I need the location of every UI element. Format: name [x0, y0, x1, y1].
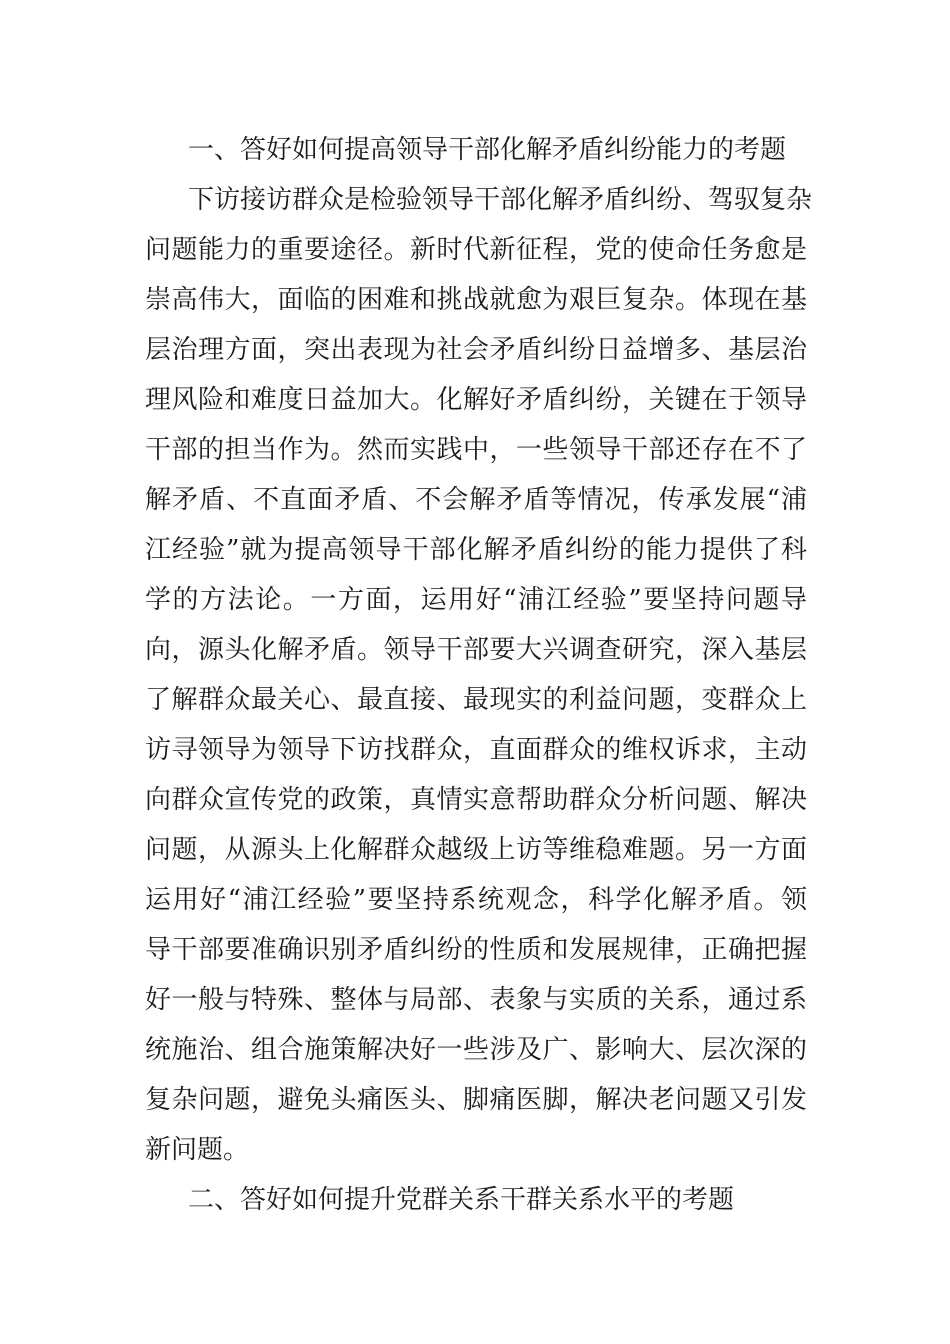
paragraph-line: 问题能力的重要途径。新时代新征程，党的使命任务愈是: [145, 235, 807, 265]
paragraph-line: 干部的担当作为。然而实践中，一些领导干部还存在不了: [145, 435, 807, 465]
paragraph-line: 统施治、组合施策解决好一些涉及广、影响大、层次深的: [145, 1035, 807, 1065]
paragraph-line: 导干部要准确识别矛盾纠纷的性质和发展规律，正确把握: [145, 935, 807, 965]
paragraph-line: 学的方法论。一方面，运用好“浦江经验”要坚持问题导: [145, 585, 807, 615]
paragraph-line: 下访接访群众是检验领导干部化解矛盾纠纷、驾驭复杂: [188, 185, 813, 215]
paragraph-line: 解矛盾、不直面矛盾、不会解矛盾等情况，传承发展“浦: [145, 485, 807, 515]
paragraph-line: 层治理方面，突出表现为社会矛盾纠纷日益增多、基层治: [145, 335, 807, 365]
paragraph-line: 访寻领导为领导下访找群众，直面群众的维权诉求，主动: [145, 735, 807, 765]
paragraph-line: 了解群众最关心、最直接、最现实的利益问题，变群众上: [145, 685, 807, 715]
paragraph-line: 崇高伟大，面临的困难和挑战就愈为艰巨复杂。体现在基: [145, 285, 807, 315]
section-heading-1: 一、答好如何提高领导干部化解矛盾纠纷能力的考题: [188, 135, 787, 165]
paragraph-line: 新问题。: [145, 1135, 250, 1165]
paragraph-line: 江经验”就为提高领导干部化解矛盾纠纷的能力提供了科: [145, 535, 807, 565]
paragraph-line: 向群众宣传党的政策，真情实意帮助群众分析问题、解决: [145, 785, 807, 815]
paragraph-line: 理风险和难度日益加大。化解好矛盾纠纷，关键在于领导: [145, 385, 807, 415]
paragraph-line: 运用好“浦江经验”要坚持系统观念，科学化解矛盾。领: [145, 885, 807, 915]
section-heading-2: 二、答好如何提升党群关系干群关系水平的考题: [188, 1185, 735, 1215]
paragraph-line: 向，源头化解矛盾。领导干部要大兴调查研究，深入基层: [145, 635, 807, 665]
paragraph-line: 复杂问题，避免头痛医头、脚痛医脚，解决老问题又引发: [145, 1085, 807, 1115]
paragraph-line: 问题，从源头上化解群众越级上访等维稳难题。另一方面: [145, 835, 807, 865]
paragraph-line: 好一般与特殊、整体与局部、表象与实质的关系，通过系: [145, 985, 807, 1015]
